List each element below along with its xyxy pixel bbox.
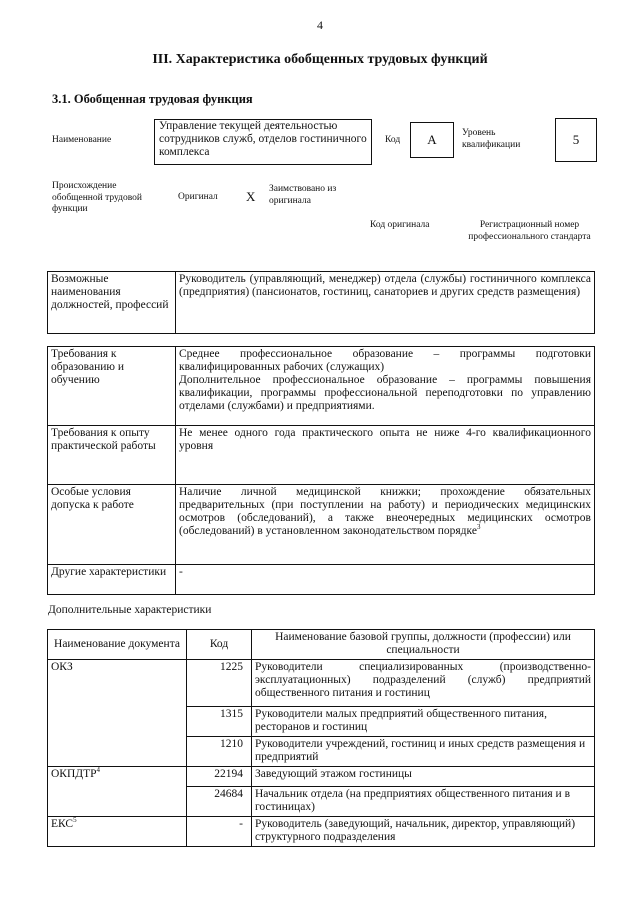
positions-table [47, 271, 595, 334]
col-doc-header: Наименование документа [48, 630, 187, 660]
okz-code: 1210 [187, 737, 252, 767]
positions-value: Руководитель (управляющий, менеджер) отдела (службы) гостиничного комплекса (предприятия) (пансионатов, гостиниц, санаториев и других средств размещения) [176, 272, 595, 334]
education-label: Требования к образованию и обучению [48, 347, 176, 426]
admission-label: Особые условия допуска к работе [48, 485, 176, 565]
additional-table [47, 629, 595, 847]
education-text-1: Среднее профессиональное образование – программы подготовки квалифицированных рабочих (служащих) [179, 348, 591, 373]
level-label: Уровень квалификации [462, 128, 521, 150]
experience-value: Не менее одного года практического опыта не ниже 4-го квалификационного уровня [176, 426, 595, 485]
origin-borrowed: Заимствовано из оригинала [269, 184, 337, 206]
name-label: Наименование [52, 135, 112, 145]
other-value: - [176, 565, 595, 595]
other-label: Другие характеристики [48, 565, 176, 595]
eks-code: - [187, 817, 252, 847]
code-label: Код [385, 135, 401, 145]
footnote-5: 5 [73, 816, 77, 825]
okpdtr-code: 22194 [187, 767, 252, 787]
eks-label: ЕКС [51, 818, 74, 830]
code-value: A [427, 132, 437, 147]
level-box [555, 118, 597, 162]
reg-number-label: Регистрационный номер профессионального стандарта [468, 220, 591, 242]
level-value: 5 [572, 132, 580, 147]
okpdtr-cell [48, 767, 187, 817]
page-number: 4 [317, 18, 323, 32]
okz-name: Руководители специализированных (производственно-эксплуатационных) подразделений (служб) предприятий общественного питания и гостиниц [252, 660, 595, 707]
footnote-3: 3 [476, 523, 481, 532]
okpdtr-code: 24684 [187, 787, 252, 817]
col-name-header: Наименование базовой группы, должности (профессии) или специальности [252, 630, 595, 660]
origin-label: Происхождение обобщенной трудовой функции [52, 181, 142, 214]
table-row [48, 660, 595, 707]
col-code-header: Код [187, 630, 252, 660]
code-original-label: Код оригинала [370, 220, 430, 230]
eks-cell [48, 817, 187, 847]
table-row [48, 817, 595, 847]
function-name-value: Управление текущей деятельностью сотрудников служб, отделов гостиничного комплекса [159, 120, 367, 158]
origin-original: Оригинал [178, 192, 218, 202]
okz-label: ОКЗ [48, 660, 187, 767]
eks-name: Руководитель (заведующий, начальник, директор, управляющий) структурного подразделения [252, 817, 595, 847]
okpdtr-label: ОКПДТР [51, 768, 97, 780]
okz-name: Руководители учреждений, гостиниц и иных средств размещения и предприятий [252, 737, 595, 767]
additional-title: Дополнительные характеристики [48, 604, 212, 616]
admission-cell [176, 485, 595, 565]
okz-code: 1315 [187, 707, 252, 737]
origin-mark: X [246, 189, 256, 204]
positions-label: Возможные наименования должностей, профессий [48, 272, 176, 334]
okpdtr-name: Заведующий этажом гостиницы [252, 767, 595, 787]
education-value [176, 347, 595, 426]
okz-code: 1225 [187, 660, 252, 707]
subsection-title: 3.1. Обобщенная трудовая функция [52, 92, 253, 106]
code-box [410, 122, 454, 158]
okpdtr-name: Начальник отдела (на предприятиях общественного питания и в гостиницах) [252, 787, 595, 817]
section-title: III. Характеристика обобщенных трудовых функций [152, 52, 488, 67]
okz-name: Руководители малых предприятий общественного питания, ресторанов и гостиниц [252, 707, 595, 737]
admission-value: Наличие личной медицинской книжки; прохождение обязательных предварительных (при поступлении на работу) и периодических медицинских осмотров (обследований), а также внеочередных медицинских осмотров (обследований) в установленном законодательством порядке [179, 486, 591, 537]
table-row [48, 767, 595, 787]
function-name-box [154, 119, 372, 165]
footnote-4: 4 [96, 766, 101, 775]
experience-label: Требования к опыту практической работы [48, 426, 176, 485]
education-text-2: Дополнительное профессиональное образование – программы повышения квалификации, программы профессиональной переподготовки по управлению отделами (службами) и предприятиями. [179, 374, 591, 412]
requirements-table [47, 346, 595, 595]
